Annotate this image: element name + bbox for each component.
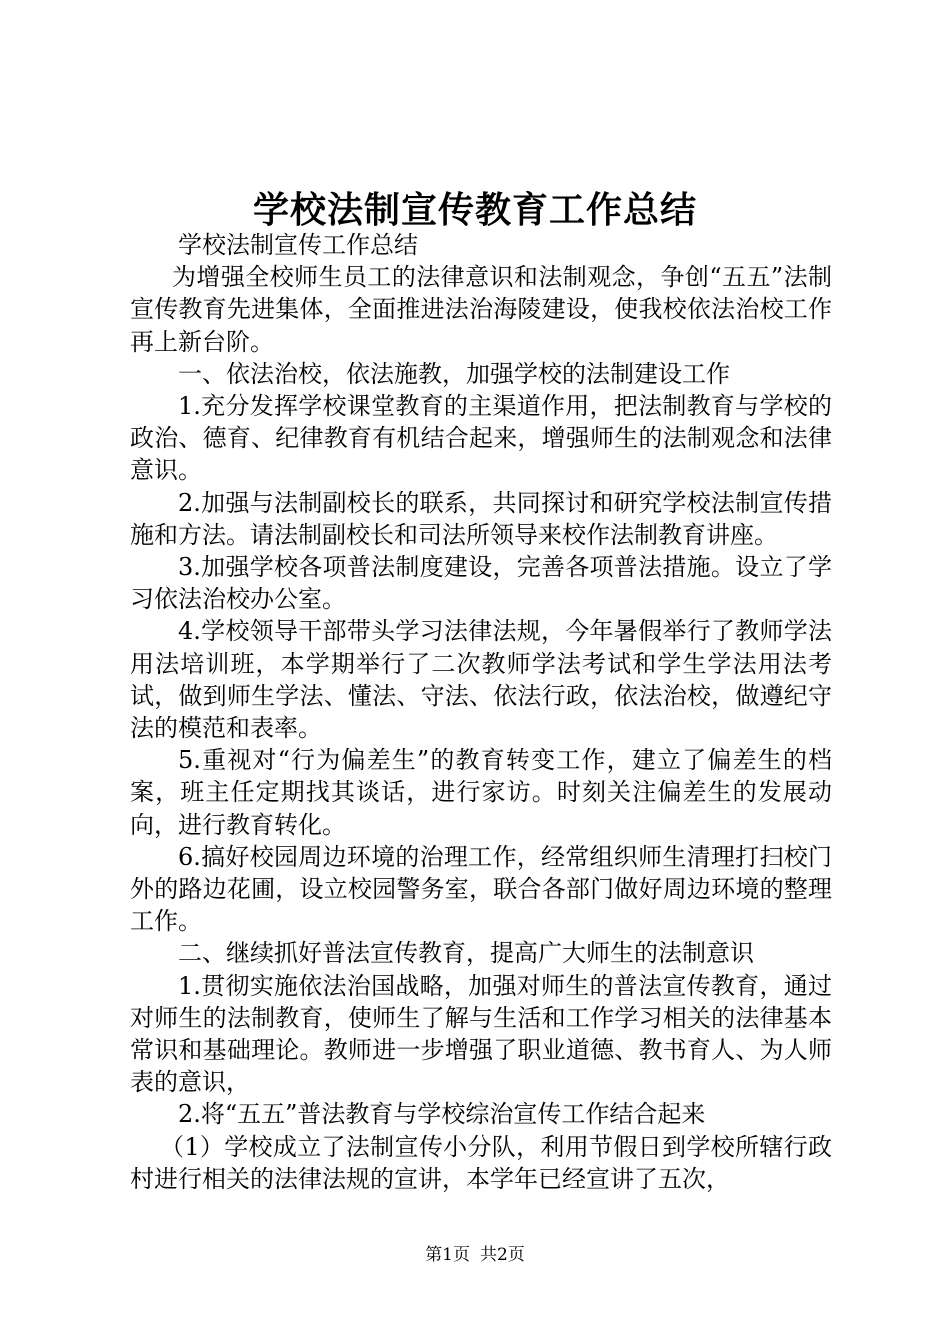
paragraph: 2.将“五五”普法教育与学校综治宣传工作结合起来 <box>178 1100 706 1129</box>
paragraph: 6.搞好校园周边环境的治理工作，经常组织师生清理打扫校门外的路边花圃，设立校园警务室，联合各部门做好周边环境的整理工作。 <box>130 842 832 936</box>
section-heading: 二、继续抓好普法宣传教育，提高广大师生的法制意识 <box>178 939 754 968</box>
paragraph: 5.重视对“行为偏差生”的教育转变工作，建立了偏差生的档案，班主任定期找其谈话，进行家访。时刻关注偏差生的发展动向，进行教育转化。 <box>130 746 832 839</box>
document-body <box>130 229 832 1195</box>
page-number-total: 共2页 <box>480 1245 525 1265</box>
paragraph: 1.充分发挥学校课堂教育的主渠道作用，把法制教育与学校的政治、德育、纪律教育有机结合起来，增强师生的法制观念和法律意识。 <box>130 392 832 485</box>
document-title: 学校法制宣传教育工作总结 <box>252 189 697 231</box>
page-footer <box>0 1243 950 1267</box>
paragraph: 3.加强学校各项普法制度建设，完善各项普法措施。设立了学习依法治校办公室。 <box>130 553 832 614</box>
paragraph: 4.学校领导干部带头学习法律法规，今年暑假举行了教师学法用法培训班，本学期举行了二次教师学法考试和学生学法用法考试，做到师生学法、懂法、守法、依法行政，依法治校，做遵纪守法的模范和表率。 <box>130 617 832 743</box>
paragraph: 为增强全校师生员工的法律意识和法制观念，争创“五五”法制宣传教育先进集体，全面推进法治海陵建设，使我校依法治校工作再上新台阶。 <box>130 263 832 356</box>
section-heading: 一、依法治校，依法施教，加强学校的法制建设工作 <box>178 359 730 388</box>
paragraph: 2.加强与法制副校长的联系，共同探讨和研究学校法制宣传措施和方法。请法制副校长和司法所领导来校作法制教育讲座。 <box>130 488 832 549</box>
paragraph: （1）学校成立了法制宣传小分队，利用节假日到学校所辖行政村进行相关的法律法规的宣讲，本学年已经宣讲了五次， <box>130 1132 832 1193</box>
paragraph-subtitle: 学校法制宣传工作总结 <box>178 231 418 259</box>
paragraph: 1.贯彻实施依法治国战略，加强对师生的普法宣传教育，通过对师生的法制教育，使师生了解与生活和工作学习相关的法律基本常识和基础理论。教师进一步增强了职业道德、教书育人、为人师表的意识， <box>130 971 832 1097</box>
page-number-current: 第1页 <box>425 1245 470 1265</box>
